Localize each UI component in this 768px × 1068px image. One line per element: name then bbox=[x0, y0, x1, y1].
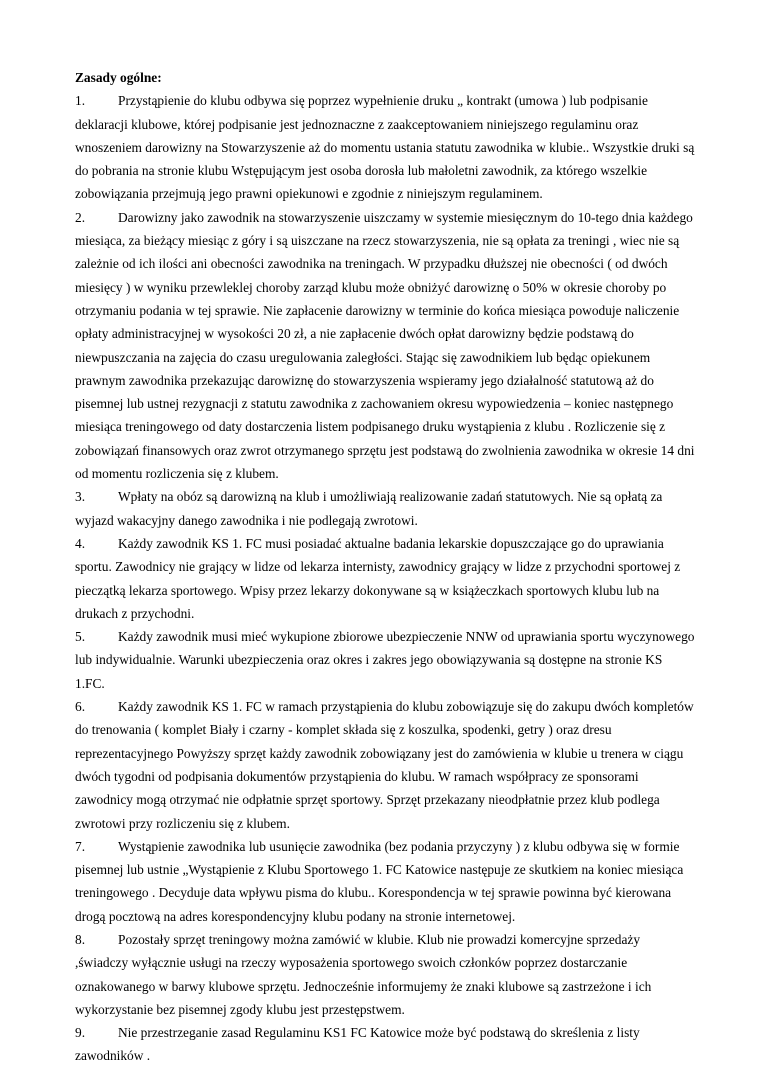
item-text: Pozostały sprzęt treningowy można zamówić w klubie. Klub nie prowadzi komercyjne sprzedaży ,świadczy wyłącznie usługi na rzeczy wyposażenia sportowego swoich członków poprzez dostarczanie oznakowanego w barwy klubowe sprzętu. Jednocześnie informujemy że znaki klubowe są zastrzeżone i ich wykorzystanie bez pisemnej zgody klubu jest przestępstwem. bbox=[75, 931, 652, 1017]
item-number: 1. bbox=[75, 93, 86, 109]
item-text: Nie przestrzeganie zasad Regulaminu KS1 FC Katowice może być podstawą do skreślenia z listy zawodników . bbox=[75, 1025, 640, 1064]
section-heading: Zasady ogólne: bbox=[75, 70, 162, 85]
item-text: Każdy zawodnik musi mieć wykupione zbiorowe ubezpieczenie NNW od uprawiania sportu wyczynowego lub indywidualnie. Warunki ubezpieczenia oraz okres i zakres jego obowiązywania są dostępne na stronie KS 1.FC. bbox=[75, 629, 695, 691]
list-item-3 bbox=[75, 485, 695, 532]
item-text: Darowizny jako zawodnik na stowarzyszenie uiszczamy w systemie miesięcznym do 10-tego dnia każdego miesiąca, za bieżący miesiąc z góry i są uiszczane na rzecz stowarzyszenia, nie są opłata za treningi , wiec nie są zależnie od ich ilości ani obecności zawodnika na treningach. W przypadku dłuższej nie obecności ( od dwóch miesięcy ) w wyniku przewleklej choroby zarząd klubu może obniżyć darowiznę o 50% w okresie choroby po otrzymaniu podania w tej sprawie. Nie zapłacenie darowizny w terminie do końca miesiąca powoduje naliczenie opłaty administracyjnej w wysokości 20 zł, a nie zapłacenie dwóch opłat darowizny będzie podstawą do niewpuszczania na zajęcia do czasu uregulowania zaległości. Stając się zawodnikiem lub będąc opiekunem prawnym zawodnika przekazując darowiznę do stowarzyszenia wspieramy jego działalność statutową aż do pisemnej lub ustnej rezygnacji z statutu zawodnika z zachowaniem okresu wypowiedzenia – koniec następnego miesiąca treningowego od daty dostarczenia listem podpisanego druku wystąpienia z klubu . Rozliczenie się z zobowiązań finansowych oraz zwrot otrzymanego sprzętu jest podstawą do zwolnienia zawodnika w okresie 14 dni od momentu rozliczenia się z klubem. bbox=[75, 209, 695, 482]
item-text: Każdy zawodnik KS 1. FC musi posiadać aktualne badania lekarskie dopuszczające go do uprawiania sportu. Zawodnicy nie grający w lidze od lekarza internisty, zawodnicy grający w lidze z przychodni sportowej z pieczątką lekarza sportowego. Wpisy przez lekarzy dokonywane są w książeczkach sportowych klubu lub na drukach z przychodni. bbox=[75, 535, 681, 621]
item-text: Każdy zawodnik KS 1. FC w ramach przystąpienia do klubu zobowiązuje się do zakupu dwóch kompletów do trenowania ( komplet Biały i czarny - komplet składa się z koszulka, spodenki, getry ) oraz dresu reprezentacyjnego Powyższy sprzęt każdy zawodnik zobowiązany jest do zamówienia w klubie u trenera w ciągu dwóch tygodni od podpisania dokumentów przystąpienia do klubu. W ramach współpracy ze sponsorami zawodnicy mogą otrzymać nie odpłatnie sprzęt sportowy. Sprzęt przekazany nieodpłatnie przez klub podlega zwrotowi przy rozliczeniu się z klubem. bbox=[75, 699, 694, 831]
document-page bbox=[75, 66, 695, 1068]
item-number: 6. bbox=[75, 699, 86, 715]
item-number: 8. bbox=[75, 931, 86, 947]
item-number: 5. bbox=[75, 629, 86, 645]
item-text: Przystąpienie do klubu odbywa się poprzez wypełnienie druku „ kontrakt (umowa ) lub podpisanie deklaracji klubowe, której podpisanie jest jednoznaczne z zaakceptowaniem niniejszego regulaminu oraz wnoszeniem darowizny na Stowarzyszenie aż do momentu ustania statutu zawodnika w klubie.. Wszystkie druki są do pobrania na stronie klubu Wstępującym jest osoba dorosła lub małoletni zawodnik, za którego wszelkie zobowiązania przejmują jego prawni opiekunowi e zgodnie z niniejszym regulaminem. bbox=[75, 93, 695, 202]
list-item-5 bbox=[75, 625, 695, 695]
item-number: 2. bbox=[75, 209, 86, 225]
list-item-6 bbox=[75, 695, 695, 835]
item-number: 3. bbox=[75, 489, 86, 505]
list-item-8 bbox=[75, 928, 695, 1021]
list-item-7 bbox=[75, 835, 695, 928]
list-item-4 bbox=[75, 532, 695, 625]
list-item-9 bbox=[75, 1021, 695, 1068]
item-number: 4. bbox=[75, 535, 86, 551]
list-item-2 bbox=[75, 206, 695, 486]
item-number: 9. bbox=[75, 1025, 86, 1041]
list-item-1 bbox=[75, 89, 695, 205]
item-number: 7. bbox=[75, 838, 86, 854]
item-text: Wystąpienie zawodnika lub usunięcie zawodnika (bez podania przyczyny ) z klubu odbywa się w formie pisemnej lub ustnie „Wystąpienie z Klubu Sportowego 1. FC Katowice następuje ze skutkiem na koniec miesiąca treningowego . Decyduje data wpływu pisma do klubu.. Korespondencja w tej sprawie powinna być kierowana drogą pocztową na adres korespondencyjny klubu podany na stronie internetowej. bbox=[75, 838, 684, 924]
item-text: Wpłaty na obóz są darowizną na klub i umożliwiają realizowanie zadań statutowych. Nie są opłatą za wyjazd wakacyjny danego zawodnika i nie podlegają zwrotowi. bbox=[75, 489, 663, 528]
